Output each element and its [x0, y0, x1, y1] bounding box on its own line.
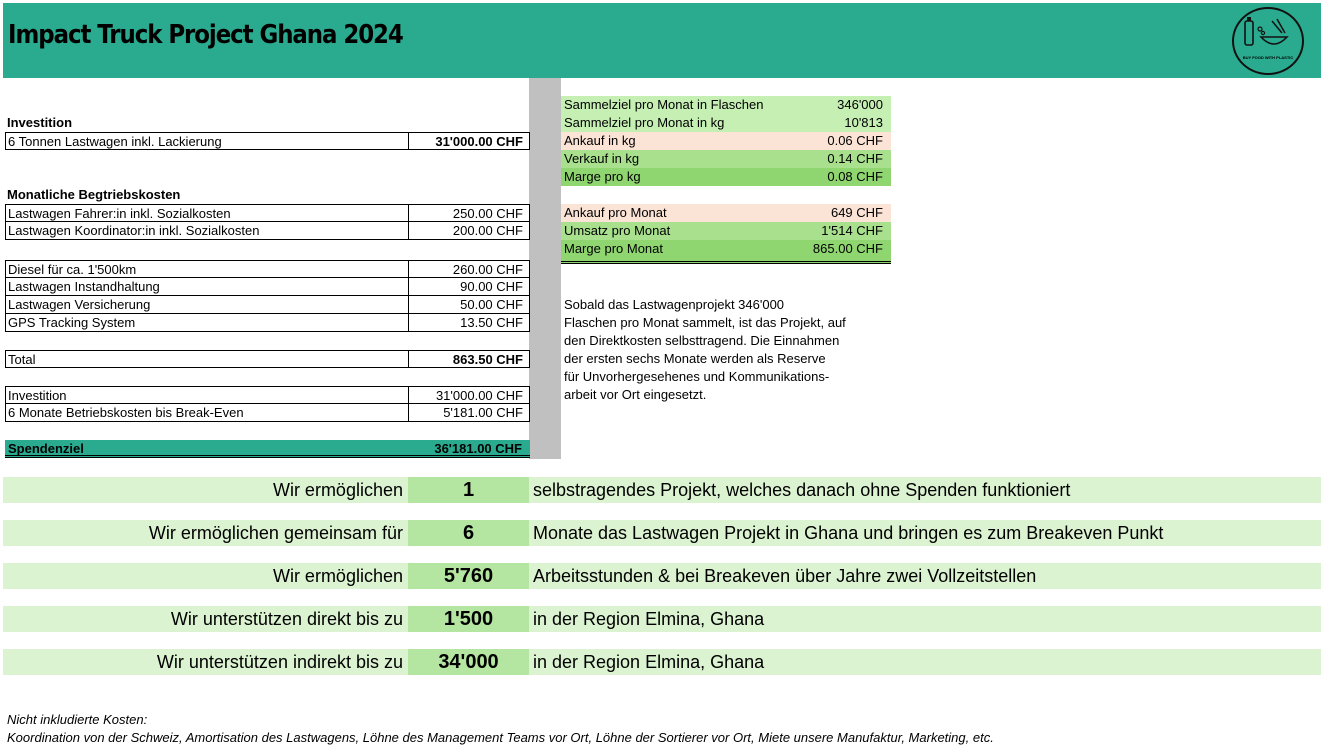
- row-label: Lastwagen Instandhaltung: [5, 278, 409, 296]
- betrieb-title: Monatliche Begtriebskosten: [7, 187, 181, 202]
- monat-value: 865.00 CHF: [812, 241, 883, 256]
- impact-number: 1: [408, 477, 529, 503]
- row-label: 6 Tonnen Lastwagen inkl. Lackierung: [5, 132, 409, 150]
- row-value: 250.00 CHF: [409, 204, 530, 222]
- paragraph-line: für Unvorhergesehenes und Kommunikations-: [564, 369, 830, 384]
- impact-right-text: Monate das Lastwagen Projekt in Ghana und bringen es zum Breakeven Punkt: [533, 523, 1164, 543]
- kennzahl-row: [561, 150, 891, 168]
- kennzahl-label: Marge pro kg: [564, 169, 641, 184]
- row-value: 31'000.00 CHF: [409, 132, 530, 150]
- logo-text: BUY FOOD WITH PLASTIC: [1242, 55, 1294, 60]
- column-separator: [529, 78, 561, 459]
- kennzahl-value: 0.06 CHF: [827, 133, 883, 148]
- kennzahl-label: Sammelziel pro Monat in Flaschen: [564, 97, 764, 112]
- impact-band: [3, 649, 1321, 675]
- paragraph-line: arbeit vor Ort eingesetzt.: [564, 387, 707, 402]
- footer-title: Nicht inkludierte Kosten:: [7, 712, 148, 727]
- impact-left-text: Wir ermöglichen: [272, 480, 403, 500]
- monat-row: [561, 240, 891, 264]
- kennzahl-value: 0.08 CHF: [827, 169, 883, 184]
- monat-row: [561, 222, 891, 240]
- kennzahl-value: 346'000: [837, 97, 883, 112]
- impact-number: 34'000: [408, 649, 529, 675]
- paragraph-line: der ersten sechs Monate werden als Reserve: [564, 351, 826, 366]
- impact-left-text: Wir ermöglichen gemeinsam für: [148, 523, 403, 543]
- monat-row: [561, 204, 891, 222]
- investition-title: Investition: [7, 115, 73, 130]
- row-value: 13.50 CHF: [409, 314, 530, 332]
- impact-right-text: in der Region Elmina, Ghana: [533, 652, 765, 672]
- impact-number: 5'760: [408, 563, 529, 589]
- impact-band: [3, 520, 1321, 546]
- kennzahl-row: [561, 132, 891, 150]
- impact-number: 1'500: [408, 606, 529, 632]
- spendenziel-label: Spendenziel: [8, 441, 84, 456]
- impact-band: [3, 477, 1321, 503]
- paragraph-line: Flaschen pro Monat sammelt, ist das Projekt, auf: [564, 315, 846, 330]
- row-label: Lastwagen Koordinator:in inkl. Sozialkosten: [5, 222, 409, 240]
- kennzahl-value: 10'813: [844, 115, 883, 130]
- row-label: GPS Tracking System: [5, 314, 409, 332]
- row-value: 200.00 CHF: [409, 222, 530, 240]
- monat-label: Marge pro Monat: [564, 241, 663, 256]
- kennzahl-row: [561, 96, 891, 114]
- row-label: Diesel für ca. 1'500km: [5, 260, 409, 278]
- impact-band: [3, 563, 1321, 589]
- paragraph-line: Sobald das Lastwagenprojekt 346'000: [564, 297, 785, 312]
- row-label: Lastwagen Fahrer:in inkl. Sozialkosten: [5, 204, 409, 222]
- explanation-text: [564, 296, 874, 404]
- logo: [1232, 7, 1304, 75]
- impact-left-text: Wir ermöglichen: [272, 566, 403, 586]
- monat-label: Umsatz pro Monat: [564, 223, 671, 238]
- kennzahl-label: Sammelziel pro Monat in kg: [564, 115, 725, 130]
- row-value: 50.00 CHF: [409, 296, 530, 314]
- row-label: Investition: [5, 386, 409, 404]
- row-label: Total: [5, 350, 409, 368]
- spendenziel-row: [5, 440, 530, 458]
- monat-label: Ankauf pro Monat: [564, 205, 667, 220]
- kennzahl-row: [561, 168, 891, 186]
- impact-right-text: Arbeitsstunden & bei Breakeven über Jahre zwei Vollzeitstellen: [533, 566, 1037, 586]
- impact-right-text: in der Region Elmina, Ghana: [533, 609, 765, 629]
- kennzahl-value: 0.14 CHF: [827, 151, 883, 166]
- row-value: 31'000.00 CHF: [409, 386, 530, 404]
- impact-band: [3, 606, 1321, 632]
- impact-left-text: Wir unterstützen direkt bis zu: [170, 609, 403, 629]
- paragraph-line: den Direktkosten selbsttragend. Die Einnahmen: [564, 333, 840, 348]
- row-label: Lastwagen Versicherung: [5, 296, 409, 314]
- row-value: 90.00 CHF: [409, 278, 530, 296]
- page-title: Impact Truck Project Ghana 2024: [8, 20, 403, 50]
- impact-left-text: Wir unterstützen indirekt bis zu: [156, 652, 403, 672]
- row-label: 6 Monate Betriebskosten bis Break-Even: [5, 404, 409, 422]
- bottle-bowl-icon: [1232, 7, 1304, 75]
- kennzahl-row: [561, 114, 891, 132]
- spendenziel-value: 36'181.00 CHF: [434, 441, 522, 456]
- monat-value: 649 CHF: [830, 205, 883, 220]
- impact-number: 6: [408, 520, 529, 546]
- monat-value: 1'514 CHF: [821, 223, 883, 238]
- row-value: 260.00 CHF: [409, 260, 530, 278]
- footer-text: Koordination von der Schweiz, Amortisation des Lastwagens, Löhne des Management Teams vor Ort, Löhne der Sortierer vor Ort, Miete unsere Manufaktur, Marketing, etc.: [7, 730, 994, 745]
- kennzahl-label: Ankauf in kg: [564, 133, 636, 148]
- row-value: 863.50 CHF: [409, 350, 530, 368]
- row-value: 5'181.00 CHF: [409, 404, 530, 422]
- kennzahl-label: Verkauf in kg: [564, 151, 640, 166]
- impact-right-text: selbstragendes Projekt, welches danach ohne Spenden funktioniert: [533, 480, 1071, 500]
